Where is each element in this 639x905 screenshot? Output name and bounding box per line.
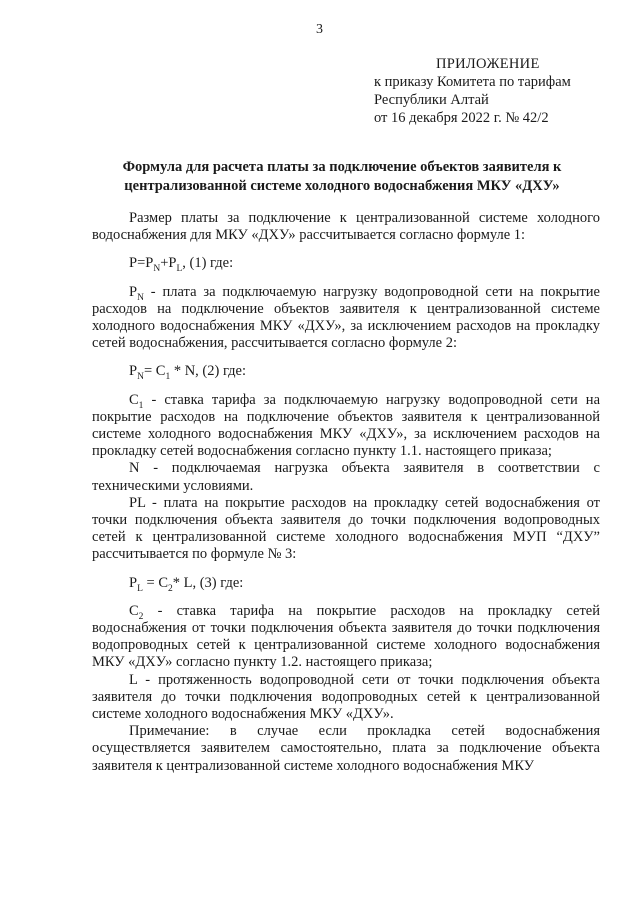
l-definition: L - протяженность водопроводной сети от точки подключения объекта заявителя до точки подключения водопроводных сетей к централизованной системе холодного водоснабжения МКУ «ДХУ».: [92, 671, 600, 723]
formula-2: $P_N= C_1 * N$, (2) где:: [129, 363, 247, 383]
n-definition: N - подключаемая нагрузка объекта заявителя в соответствии с техническими условиями.: [92, 460, 600, 494]
formula-3: $P_L = C_2*$ L, (3) где:: [129, 574, 244, 594]
formula-1: $P=P_N+P_L$, (1) где:: [129, 255, 234, 275]
page-number: 3: [316, 22, 323, 37]
note-paragraph: Примечание: в случае если прокладка сетей водоснабжения осуществляется заявителем самостоятельно, плата за подключение объекта заявителя к централизованной системе холодного водоснабжения МКУ: [92, 723, 600, 774]
c2-definition: $C_2$ - ставка тарифа на покрытие расходов на прокладку сетей водоснабжения от точки подключения объекта заявителя до точки подключения водопроводных сетей к централизованной системе холодного водоснабжения МКУ «ДХУ» согласно пункту 1.2. настоящего приказа;: [92, 602, 600, 671]
pl-definition: PL - плата на покрытие расходов на прокладку сетей водоснабжения от точки подключения объекта заявителя до точки подключения водопроводных сетей к централизованной системе холодного водоснабжения МУП “ДХУ” рассчитывается по формуле № 3:: [92, 494, 600, 563]
title-line: централизованной системе холодного водоснабжения МКУ «ДХУ»: [124, 178, 560, 194]
pn-definition: $P_N$ - плата за подключаемую нагрузку водопроводной сети на покрытие расходов на подключение объектов заявителя к централизованной системе холодного водоснабжения МКУ «ДХУ», за исключением расходов на прокладку сетей водоснабжения, рассчитывается согласно формуле 2:: [92, 283, 600, 352]
appendix-block: [374, 55, 571, 127]
appendix-line: от 16 декабря 2022 г. № 42/2: [374, 110, 549, 126]
c1-definition: $C_1$ - ставка тарифа за подключаемую нагрузку водопроводной сети на покрытие расходов на подключение объектов заявителя к централизованной системе холодного водоснабжения МКУ «ДХУ», за исключением расходов на прокладку сетей водоснабжения согласно пункту 1.1. настоящего приказа;: [92, 391, 600, 460]
title-line: Формула для расчета платы за подключение объектов заявителя к: [122, 159, 562, 175]
intro-paragraph: Размер платы за подключение к централизованной системе холодного водоснабжения для МКУ «ДХУ» рассчитывается согласно формуле 1:: [92, 210, 600, 244]
document-body: [92, 210, 600, 775]
appendix-line: Республики Алтай: [374, 92, 489, 108]
document-title: [92, 158, 592, 196]
appendix-heading: ПРИЛОЖЕНИЕ: [436, 56, 540, 72]
appendix-line: к приказу Комитета по тарифам: [374, 74, 571, 90]
